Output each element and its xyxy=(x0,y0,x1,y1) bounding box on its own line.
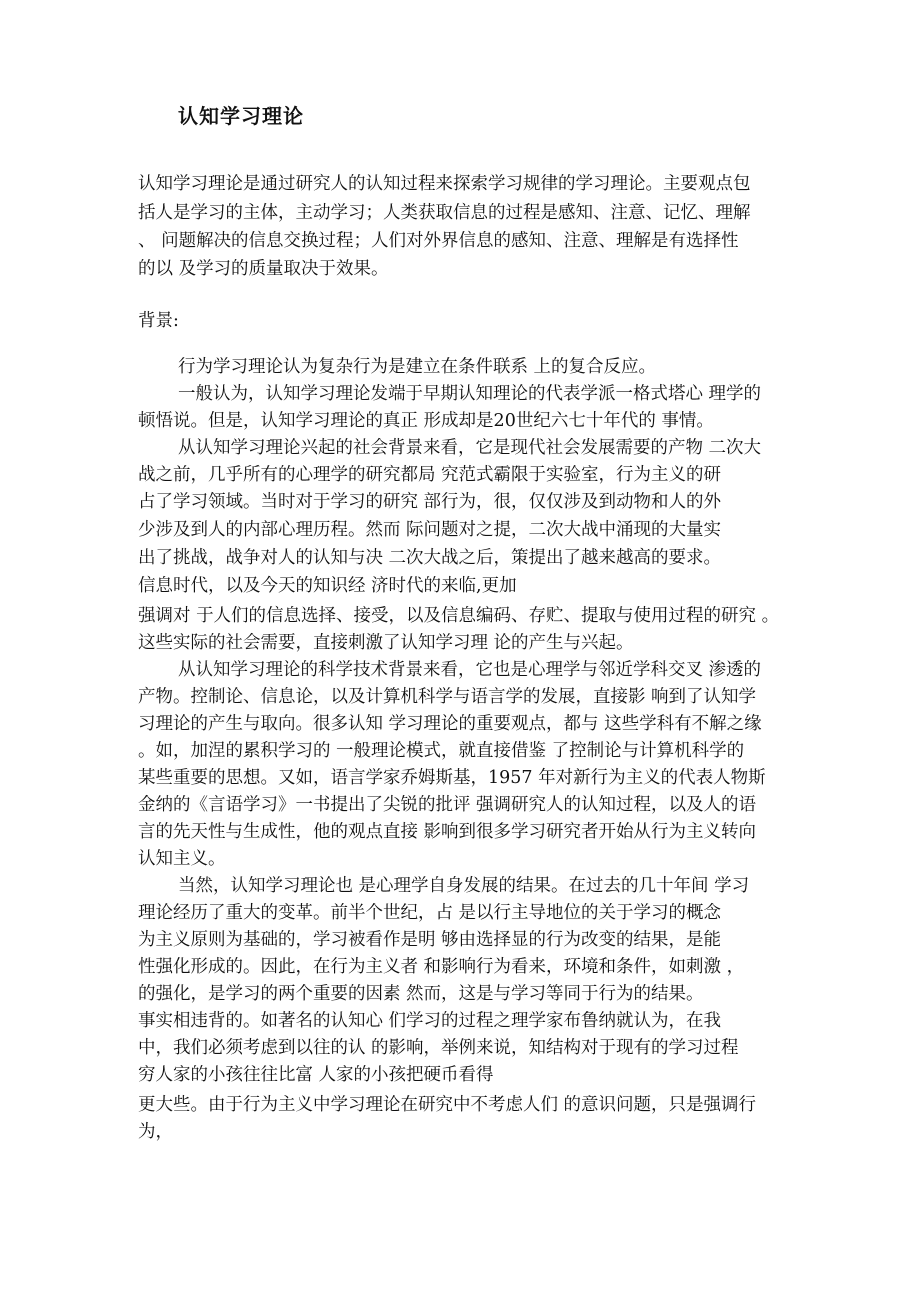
body-line: 占了学习领域。当时对于学习的研究 部行为，很，仅仅涉及到动物和人的外 xyxy=(138,492,722,512)
intro-line: 认知学习理论是通过研究人的认知过程来探索学习规律的学习理论。主要观点包 xyxy=(138,174,751,194)
background-label: 背景: xyxy=(138,311,179,331)
body-line: 理论经历了重大的变革。前半个世纪，占 是以行主导地位的关于学习的概念 xyxy=(138,903,722,923)
body-line: 行为学习理论认为复杂行为是建立在条件联系 上的复合反应。 xyxy=(178,357,657,377)
body-line: 一般认为，认知学习理论发端于早期认知理论的代表学派一格式塔心 理学的 xyxy=(178,384,762,404)
body-line: 出了挑战，战争对人的认知与决 二次大战之后，策提出了越来越高的要求。 xyxy=(138,548,722,568)
body-line: 言的先天性与生成性，他的观点直接 影响到很多学习研究者开始从行为主义转向 xyxy=(138,822,757,842)
body-line: 习理论的产生与取向。很多认知 学习理论的重要观点，都与 这些学科有不解之缘 xyxy=(138,714,762,734)
body-line: 事实相违背的。如著名的认知心 们学习的过程之理学家布鲁纳就认为，在我 xyxy=(138,1011,722,1031)
body-line: 从认知学习理论兴起的社会背景来看，它是现代社会发展需要的产物 二次大 xyxy=(178,438,762,458)
body-line: 的强化，是学习的两个重要的因素 然而，这是与学习等同于行为的结果。 xyxy=(138,984,704,1004)
body-line: 中，我们必须考虑到以往的认 的影响，举例来说，知结构对于现有的学习过程 xyxy=(138,1038,739,1058)
body-line: 产物。控制论、信息论，以及计算机科学与语言学的发展，直接影 响到了认知学 xyxy=(138,687,757,707)
body-line: 这些实际的社会需要，直接刺激了认知学习理 论的产生与兴起。 xyxy=(138,633,634,653)
intro-line: 括人是学习的主体，主动学习；人类获取信息的过程是感知、注意、记忆、理解 xyxy=(138,203,751,223)
body-line: 为， xyxy=(138,1122,173,1142)
body-line: 信息时代，以及今天的知识经 济时代的来临,更加 xyxy=(138,576,517,596)
body-line: 从认知学习理论的科学技术背景来看，它也是心理学与邻近学科交叉 渗透的 xyxy=(178,660,762,680)
body-line: 穷人家的小孩往往比富 人家的小孩把硬币看得 xyxy=(138,1065,494,1085)
document-title: 认知学习理论 xyxy=(178,104,304,128)
body-line: 少涉及到人的内部心理历程。然而 际问题对之提，二次大战中涌现的大量实 xyxy=(138,520,722,540)
body-line: 性强化形成的。因此，在行为主义者 和影响行为看来，环境和条件，如刺激 ， xyxy=(138,957,745,977)
body-line: 当然，认知学习理论也 是心理学自身发展的结果。在过去的几十年间 学习 xyxy=(178,876,750,896)
body-line: 。如，加涅的累积学习的 一般理论模式，就直接借鉴 了控制论与计算机科学的 xyxy=(138,741,745,761)
body-line: 金纳的《言语学习》一书提出了尖锐的批评 强调研究人的认知过程，以及人的语 xyxy=(138,795,757,815)
intro-line: 、 问题解决的信息交换过程；人们对外界信息的感知、注意、理解是有选择性 xyxy=(138,231,739,251)
body-line: 更大些。由于行为主义中学习理论在研究中不考虑人们 的意识问题，只是强调行 xyxy=(138,1095,757,1115)
body-line: 为主义原则为基础的，学习被看作是明 够由选择显的行为改变的结果，是能 xyxy=(138,930,722,950)
body-line: 认知主义。 xyxy=(138,849,226,869)
body-line: 强调对 于人们的信息选择、接受，以及信息编码、存贮、提取与使用过程的研究 。 xyxy=(138,606,780,626)
body-line: 顿悟说。但是，认知学习理论的真正 形成却是20世纪六七十年代的 事情。 xyxy=(138,411,714,431)
body-line: 战之前，几乎所有的心理学的研究都局 究范式霸限于实验室，行为主义的研 xyxy=(138,465,722,485)
intro-line: 的以 及学习的质量取决于效果。 xyxy=(138,259,389,279)
body-line: 某些重要的思想。又如，语言学家乔姆斯基，1957 年对新行为主义的代表人物斯 xyxy=(138,768,766,788)
